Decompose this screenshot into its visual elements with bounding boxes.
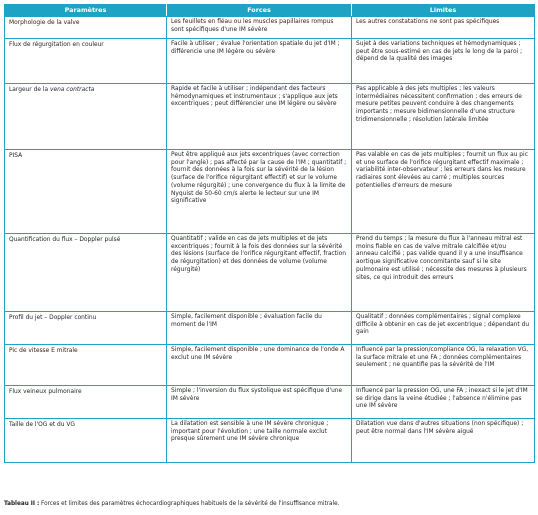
table-row xyxy=(5,84,535,150)
parameters-table xyxy=(4,4,535,463)
forces-cell: Peut être appliqué aux jets excentriques (avec correction pour l'angle) ; pas affecté par la cause de l'IM ; quantitatif ; fournit des données à la fois sur la sévérité de la lésion (surface de l'orifice régurgitant effectif) et sur le volume (volume régurgité) ; une convergence du flux à la limite de Nyquist de 50-60 cm/s alerte le lecteur sur une IM significative xyxy=(167,150,352,234)
table-row xyxy=(5,17,535,39)
limites-cell: Prend du temps ; la mesure du flux à l'anneau mitral est moins fiable en cas de valve mitrale calcifiée et/ou anneau calcifié ; pas valide quand il y a une insuffisance aortique significative concomitante sauf si le site pulmonaire est utilisé ; nécessite des mesures à plusieurs sites, ce qui introduit des erreurs xyxy=(352,234,535,312)
param-cell: Flux veineux pulmonaire xyxy=(5,386,167,419)
table-row xyxy=(5,150,535,234)
table-header-row xyxy=(5,5,535,17)
table-caption xyxy=(4,500,339,508)
param-cell: Quantification du flux – Doppler pulsé xyxy=(5,234,167,312)
forces-cell: Simple ; l'inversion du flux systolique est spécifique d'une IM sévère xyxy=(167,386,352,419)
limites-cell: Pas valable en cas de jets multiples ; fournit un flux au pic et une surface de l'orifice régurgitant effectif maximale ; variabilité inter-observateur ; les erreurs dans les mesure radiaires sont élevées au carré ; multiples sources potentielles d'erreurs de mesure xyxy=(352,150,535,234)
forces-cell: Quantitatif ; valide en cas de jets multiples et de jets excentriques ; fournit à la fois des données sur la sévérité des lésions (surface de l'orifice régurgitant effectif, fraction de régurgitation) et des données de volume (volume régurgité) xyxy=(167,234,352,312)
param-cell: Pic de vitesse E mitrale xyxy=(5,345,167,386)
param-cell: Profil du jet – Doppler continu xyxy=(5,312,167,345)
limites-cell: Les autres constatations ne sont pas spécifiques xyxy=(352,17,535,39)
param-text: Largeur de la xyxy=(9,87,50,93)
header-limites: Limites xyxy=(352,5,535,17)
param-italic-text: vena contracta xyxy=(49,87,95,93)
limites-cell: Influencé par la pression/compliance OG, la relaxation VG, la surface mitrale et une FA ; données complémentaires seulement ; ne quantifie pas la sévérité de l'IM xyxy=(352,345,535,386)
forces-cell: La dilatation est sensible à une IM sévère chronique ; important pour l'évolution ; une taille normale exclut presque sûrement une IM sévère chronique xyxy=(167,419,352,463)
table-row xyxy=(5,386,535,419)
param-cell: Morphologie de la valve xyxy=(5,17,167,39)
header-parametres: Paramètres xyxy=(5,5,167,17)
forces-cell: Les feuillets en fléau ou les muscles papillaires rompus sont spécifiques d'une IM sévère xyxy=(167,17,352,39)
forces-cell: Rapide et facile à utiliser ; indépendant des facteurs hémodynamiques et instrumentaux ; s'applique aux jets excentriques ; peut différencier une IM légère ou sévère xyxy=(167,84,352,150)
limites-cell: Sujet à des variations techniques et hémodynamiques ; peut être sous-estimé en cas de jets le long de la paroi ; dépend de la qualité des images xyxy=(352,39,535,84)
limites-cell: Dilatation vue dans d'autres situations (non spécifique) ; peut être normal dans l'IM sévère aiguë xyxy=(352,419,535,463)
table-row xyxy=(5,312,535,345)
param-cell xyxy=(5,84,167,150)
table-row xyxy=(5,419,535,463)
forces-cell: Simple, facilement disponible ; évaluation facile du moment de l'IM xyxy=(167,312,352,345)
table-row xyxy=(5,234,535,312)
caption-text: Forces et limites des paramètres échocardiographiques habituels de la sévérité de l'insuffisance mitrale. xyxy=(39,501,340,507)
param-cell: Flux de régurgitation en couleur xyxy=(5,39,167,84)
forces-cell: Facile à utiliser ; évalue l'orientation spatiale du jet d'IM ; différencie une IM légère ou sévère xyxy=(167,39,352,84)
header-forces: Forces xyxy=(167,5,352,17)
table-container xyxy=(4,4,534,463)
limites-cell: Influencé par la pression OG, une FA ; inexact si le jet d'IM se dirige dans la veine étudiée ; l'absence n'élimine pas une IM sévère xyxy=(352,386,535,419)
table-row xyxy=(5,345,535,386)
limites-cell: Qualitatif ; données complémentaires ; signal complexe difficile à obtenir en cas de jet excentrique ; dépendant du gain xyxy=(352,312,535,345)
param-cell: PISA xyxy=(5,150,167,234)
table-row xyxy=(5,39,535,84)
limites-cell: Pas applicable à des jets multiples ; les valeurs intermédiaires nécessitent confirmation ; des erreurs de mesure petites peuvent conduire à des changements importants ; mesure bidimensionnelle d'une structure tridimensionnelle ; résolution latérale limitée xyxy=(352,84,535,150)
caption-label: Tableau II : xyxy=(4,501,40,507)
param-cell: Taille de l'OG et du VG xyxy=(5,419,167,463)
forces-cell: Simple, facilement disponible ; une dominance de l'onde A exclut une IM sévère xyxy=(167,345,352,386)
